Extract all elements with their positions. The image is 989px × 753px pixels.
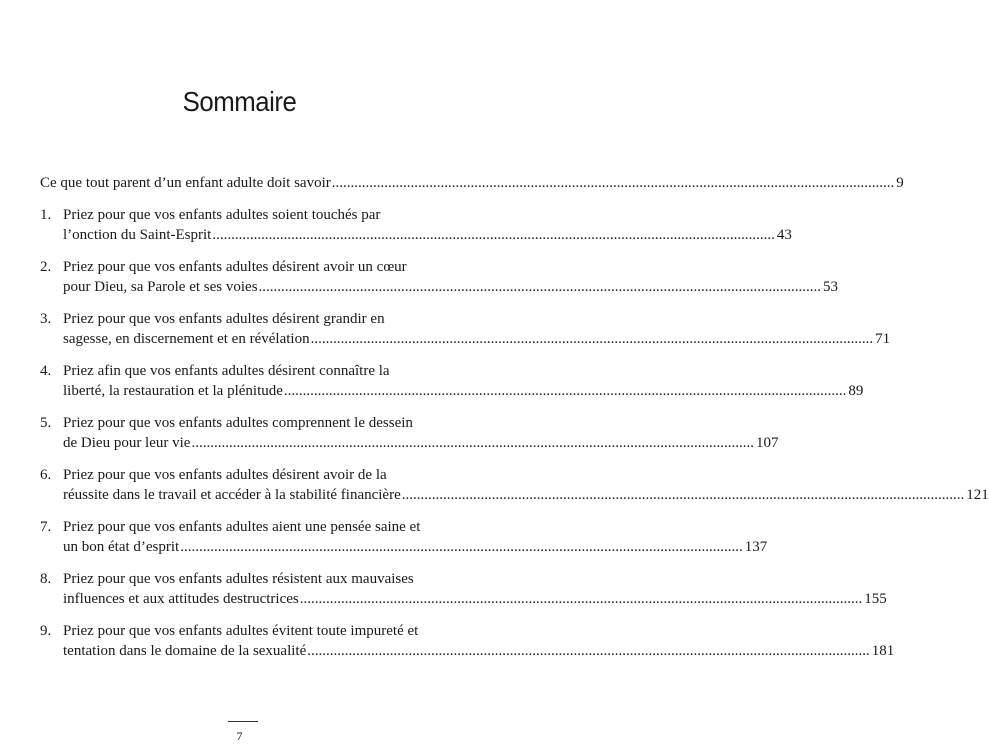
toc-entry-line2: de Dieu pour leur vie bbox=[63, 435, 191, 451]
toc-entry[interactable] bbox=[40, 309, 891, 349]
toc-entry[interactable] bbox=[40, 257, 839, 297]
toc-entry-line2-row bbox=[63, 641, 894, 661]
table-of-contents bbox=[40, 173, 989, 661]
toc-entry-page: 53 bbox=[823, 279, 839, 295]
toc-entry-line2-row bbox=[63, 537, 767, 557]
toc-entry[interactable] bbox=[40, 361, 864, 401]
dot-leader bbox=[307, 641, 870, 661]
toc-entry-line2: réussite dans le travail et accéder à la stabilité financière bbox=[63, 487, 401, 503]
toc-entry[interactable] bbox=[40, 517, 768, 557]
toc-entry-number: 1. bbox=[40, 207, 52, 223]
toc-entry-number: 2. bbox=[40, 259, 52, 275]
toc-entry-line2: l’onction du Saint-Esprit bbox=[63, 227, 212, 243]
toc-entry-line1: Priez pour que vos enfants adultes comprennent le dessein bbox=[63, 415, 413, 431]
toc-entry-page: 71 bbox=[875, 331, 891, 347]
toc-intro-page: 9 bbox=[896, 175, 904, 191]
toc-entry-line2: un bon état d’esprit bbox=[63, 539, 180, 555]
dot-leader bbox=[311, 329, 874, 349]
toc-entry-line2: pour Dieu, sa Parole et ses voies bbox=[63, 279, 258, 295]
dot-leader bbox=[300, 589, 863, 609]
page-number: 7 bbox=[236, 729, 243, 743]
page-title: Sommaire bbox=[182, 86, 297, 117]
toc-entry-number: 7. bbox=[40, 519, 52, 535]
toc-entry-page: 155 bbox=[864, 591, 887, 607]
toc-entry-line2-row bbox=[63, 381, 863, 401]
toc-entry-line1: Priez pour que vos enfants adultes désirent avoir un cœur bbox=[63, 259, 407, 275]
toc-entry-number: 6. bbox=[40, 467, 52, 483]
toc-entry-line2-row bbox=[63, 433, 778, 453]
toc-entry-line2-row bbox=[63, 329, 890, 349]
dot-leader bbox=[180, 537, 743, 557]
toc-entry-line2: influences et aux attitudes destructrices bbox=[63, 591, 299, 607]
toc-entry-body bbox=[63, 517, 767, 557]
toc-intro-entry[interactable] bbox=[40, 173, 904, 193]
toc-entry-list bbox=[40, 205, 989, 661]
toc-entry-page: 89 bbox=[848, 383, 864, 399]
dot-leader bbox=[284, 381, 847, 401]
toc-entry-line2: liberté, la restauration et la plénitude bbox=[63, 383, 283, 399]
toc-entry-body bbox=[63, 257, 838, 297]
toc-entry-number: 4. bbox=[40, 363, 52, 379]
toc-entry-body bbox=[63, 569, 887, 609]
toc-entry-body bbox=[63, 205, 792, 245]
toc-entry[interactable] bbox=[40, 621, 895, 661]
toc-entry-line1: Priez afin que vos enfants adultes désirent connaître la bbox=[63, 363, 390, 379]
toc-entry-body bbox=[63, 361, 863, 401]
toc-entry-page: 121 bbox=[966, 487, 989, 503]
toc-entry-line1: Priez pour que vos enfants adultes évitent toute impureté et bbox=[63, 623, 419, 639]
toc-entry-line1: Priez pour que vos enfants adultes soient touchés par bbox=[63, 207, 381, 223]
toc-entry-line2-row bbox=[63, 277, 838, 297]
toc-entry-number: 3. bbox=[40, 311, 52, 327]
dot-leader bbox=[402, 485, 965, 505]
toc-entry-page: 43 bbox=[776, 227, 792, 243]
toc-entry-line1: Priez pour que vos enfants adultes aient une pensée saine et bbox=[63, 519, 421, 535]
toc-entry-page: 107 bbox=[755, 435, 779, 451]
footer-rule bbox=[228, 721, 258, 722]
toc-entry-line1: Priez pour que vos enfants adultes désirent grandir en bbox=[63, 311, 385, 327]
toc-entry-number: 8. bbox=[40, 571, 52, 587]
toc-entry-line2: sagesse, en discernement et en révélation bbox=[63, 331, 310, 347]
dot-leader bbox=[332, 173, 895, 193]
toc-entry[interactable] bbox=[40, 569, 887, 609]
dot-leader bbox=[191, 433, 754, 453]
toc-entry-body bbox=[63, 309, 890, 349]
toc-entry-line1: Priez pour que vos enfants adultes désirent avoir de la bbox=[63, 467, 387, 483]
toc-entry[interactable] bbox=[40, 465, 989, 505]
toc-entry-line2-row bbox=[63, 485, 989, 505]
dot-leader bbox=[259, 277, 822, 297]
toc-entry-number: 5. bbox=[40, 415, 52, 431]
toc-entry-line2-row bbox=[63, 225, 792, 245]
toc-entry-body bbox=[63, 413, 778, 453]
toc-intro-text: Ce que tout parent d’un enfant adulte doit savoir bbox=[40, 175, 331, 191]
toc-entry-number: 9. bbox=[40, 623, 52, 639]
toc-entry[interactable] bbox=[40, 205, 792, 245]
toc-entry-line1: Priez pour que vos enfants adultes résistent aux mauvaises bbox=[63, 571, 414, 587]
dot-leader bbox=[212, 225, 775, 245]
toc-entry-body bbox=[63, 465, 989, 505]
toc-entry-line2: tentation dans le domaine de la sexualité bbox=[63, 643, 307, 659]
toc-entry-body bbox=[63, 621, 894, 661]
toc-entry-page: 181 bbox=[871, 643, 895, 659]
toc-entry-page: 137 bbox=[744, 539, 768, 555]
toc-entry-line2-row bbox=[63, 589, 887, 609]
toc-entry[interactable] bbox=[40, 413, 779, 453]
